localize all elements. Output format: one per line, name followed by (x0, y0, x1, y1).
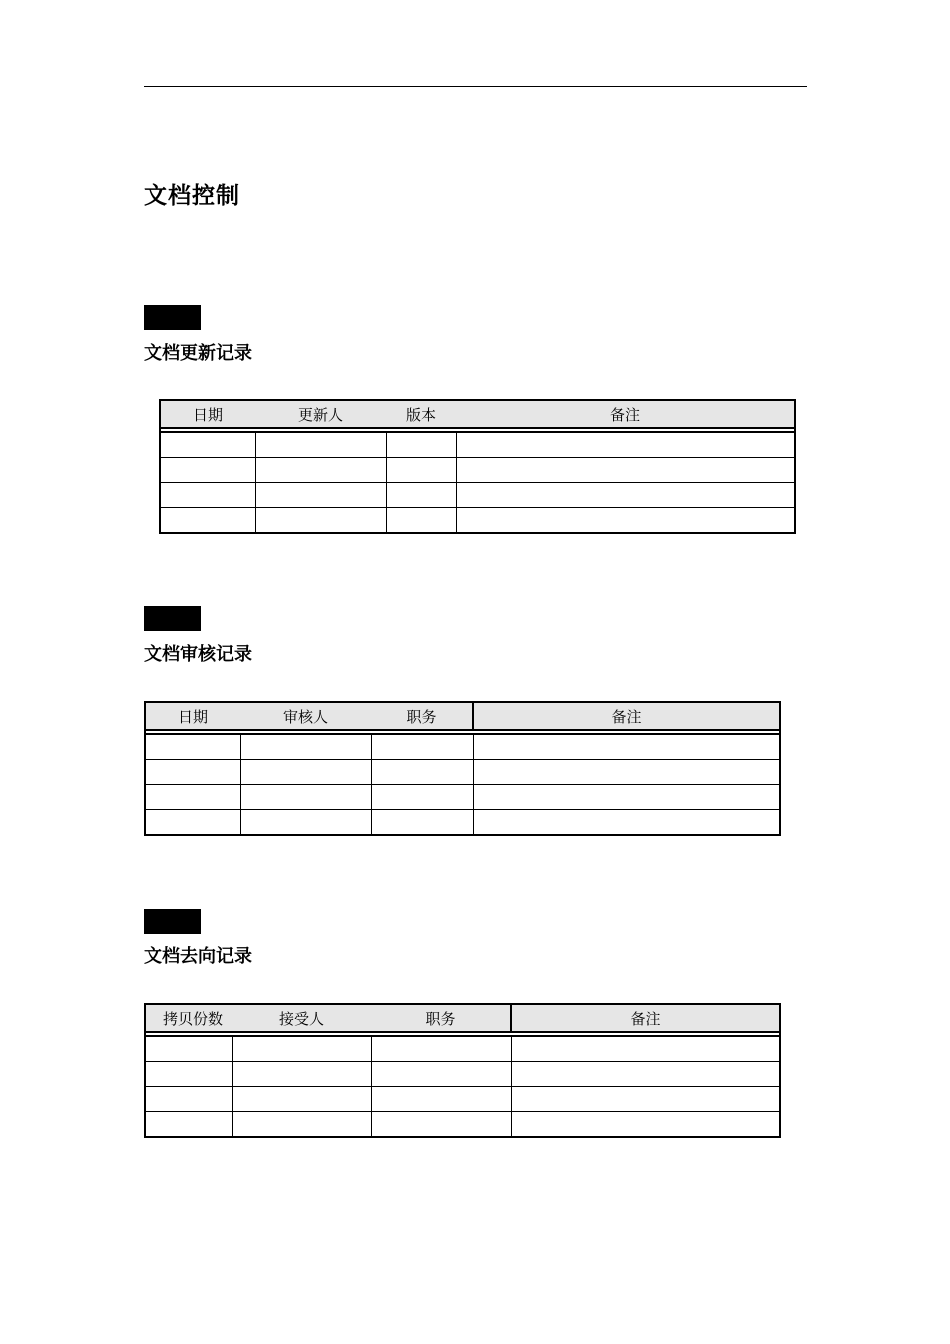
table-cell[interactable] (386, 508, 456, 534)
table-cell[interactable] (145, 1062, 232, 1087)
column-header-date: 日期 (145, 702, 240, 730)
table-cell[interactable] (456, 508, 795, 534)
table-cell[interactable] (511, 1087, 780, 1112)
page-title: 文档控制 (144, 183, 240, 209)
table-cell[interactable] (255, 432, 386, 458)
table-cell[interactable] (371, 1062, 511, 1087)
table-cell[interactable] (232, 1062, 371, 1087)
table-row (145, 760, 780, 785)
table-cell[interactable] (473, 785, 780, 810)
table-row (145, 810, 780, 836)
table-row (160, 508, 795, 534)
table-cell[interactable] (386, 458, 456, 483)
table-row (160, 458, 795, 483)
column-header-remarks: 备注 (473, 702, 780, 730)
column-header-reviewer: 审核人 (240, 702, 371, 730)
table-cell[interactable] (255, 508, 386, 534)
table-row (160, 483, 795, 508)
table-cell[interactable] (456, 483, 795, 508)
section-marker-review (144, 606, 201, 631)
distribution-record-table (144, 1003, 781, 1138)
table-cell[interactable] (145, 734, 240, 760)
table-cell[interactable] (371, 1112, 511, 1138)
column-header-updater: 更新人 (255, 400, 386, 428)
table-cell[interactable] (145, 1112, 232, 1138)
table-cell[interactable] (160, 458, 255, 483)
section-title-update: 文档更新记录 (144, 343, 252, 364)
table-cell[interactable] (145, 785, 240, 810)
table-cell[interactable] (371, 810, 473, 836)
header-rule (144, 86, 807, 87)
column-header-recipient: 接受人 (232, 1004, 371, 1032)
table-row (145, 1062, 780, 1087)
table-cell[interactable] (371, 760, 473, 785)
section-title-review: 文档审核记录 (144, 644, 252, 665)
table-cell[interactable] (145, 1087, 232, 1112)
section-title-distribution: 文档去向记录 (144, 946, 252, 967)
table-cell[interactable] (255, 483, 386, 508)
update-record-table (159, 399, 796, 534)
table-cell[interactable] (511, 1112, 780, 1138)
table-row (160, 432, 795, 458)
table-cell[interactable] (386, 432, 456, 458)
table-cell[interactable] (473, 760, 780, 785)
table-cell[interactable] (145, 810, 240, 836)
table-cell[interactable] (232, 1087, 371, 1112)
table-cell[interactable] (511, 1036, 780, 1062)
table-cell[interactable] (232, 1036, 371, 1062)
table-cell[interactable] (240, 760, 371, 785)
section-marker-update (144, 305, 201, 330)
table-row (145, 1112, 780, 1138)
table-cell[interactable] (145, 1036, 232, 1062)
table-cell[interactable] (473, 734, 780, 760)
table-cell[interactable] (240, 785, 371, 810)
table-cell[interactable] (145, 760, 240, 785)
table-row (145, 785, 780, 810)
table-row (145, 1087, 780, 1112)
column-header-date: 日期 (160, 400, 255, 428)
table-cell[interactable] (371, 785, 473, 810)
table-cell[interactable] (371, 1036, 511, 1062)
table-row (145, 734, 780, 760)
table-cell[interactable] (456, 432, 795, 458)
table-cell[interactable] (255, 458, 386, 483)
column-header-position: 职务 (371, 1004, 511, 1032)
table-cell[interactable] (456, 458, 795, 483)
table-cell[interactable] (240, 810, 371, 836)
table-cell[interactable] (240, 734, 371, 760)
column-header-copies: 拷贝份数 (145, 1004, 232, 1032)
table-cell[interactable] (232, 1112, 371, 1138)
table-row (145, 1036, 780, 1062)
table-cell[interactable] (160, 508, 255, 534)
table-cell[interactable] (160, 432, 255, 458)
section-marker-distribution (144, 909, 201, 934)
column-header-version: 版本 (386, 400, 456, 428)
column-header-remarks: 备注 (456, 400, 795, 428)
table-cell[interactable] (371, 734, 473, 760)
table-cell[interactable] (473, 810, 780, 836)
column-header-position: 职务 (371, 702, 473, 730)
table-cell[interactable] (511, 1062, 780, 1087)
review-record-table (144, 701, 781, 836)
table-cell[interactable] (160, 483, 255, 508)
table-cell[interactable] (386, 483, 456, 508)
column-header-remarks: 备注 (511, 1004, 780, 1032)
table-cell[interactable] (371, 1087, 511, 1112)
